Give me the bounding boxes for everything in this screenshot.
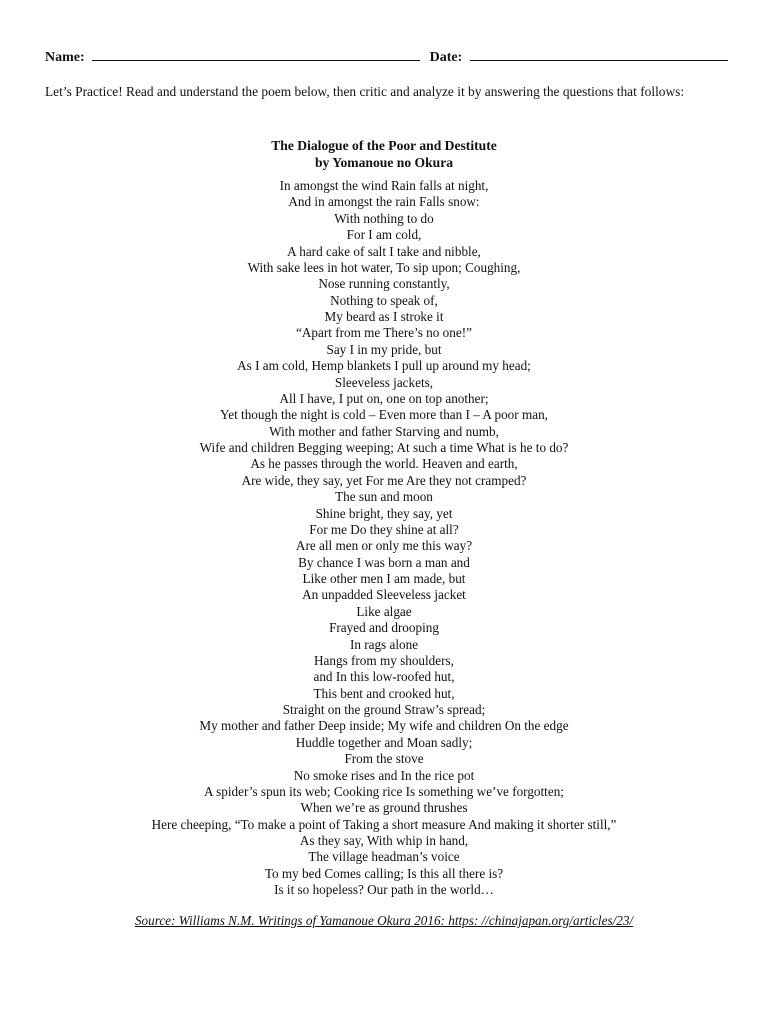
poem-title: The Dialogue of the Poor and Destitute [271, 138, 497, 153]
name-label: Name: [45, 50, 85, 65]
poem-line: From the stove [344, 751, 424, 767]
poem-line: An unpadded Sleeveless jacket [302, 587, 466, 603]
poem-line: Are wide, they say, yet For me Are they not cramped? [241, 472, 527, 488]
poem-line: This bent and crooked hut, [313, 685, 455, 701]
poem-line: And in amongst the rain Falls snow: [288, 194, 480, 210]
poem-line: The sun and moon [335, 489, 433, 505]
poem-line: As I am cold, Hemp blankets I pull up around my head; [237, 358, 531, 374]
poem-line: Shine bright, they say, yet [315, 505, 453, 521]
poem-line: and In this low-roofed hut, [313, 669, 455, 685]
poem-line: To my bed Comes calling; Is this all there is? [264, 865, 504, 881]
poem-line: Hangs from my shoulders, [314, 652, 454, 668]
source-text: Source: Williams N.M. Writings of Yamanoue Okura 2016: https: //chinajapan.org/articles/23/ [134, 913, 634, 928]
source-citation [0, 912, 768, 929]
poem-line: Straight on the ground Straw’s spread; [282, 702, 486, 717]
poem-author: by Yomanoue no Okura [314, 155, 454, 170]
poem-line: In rags alone [349, 636, 419, 652]
poem-line: Nose running constantly, [318, 276, 450, 292]
poem-line: When we’re as ground thrushes [300, 800, 468, 816]
poem-line: Sleeveless jackets, [334, 374, 434, 390]
poem-line: Nothing to speak of, [330, 292, 438, 308]
poem-line: My mother and father Deep inside; My wife and children On the edge [199, 718, 569, 734]
date-field[interactable] [470, 47, 728, 61]
poem-line: For me Do they shine at all? [309, 521, 459, 537]
poem-line: With mother and father Starving and numb, [269, 423, 499, 439]
poem-line: My beard as I stroke it [324, 309, 444, 324]
poem-line: By chance I was born a man and [298, 554, 470, 570]
poem-line: Like algae [356, 603, 412, 619]
poem-body [0, 178, 768, 899]
poem-line: With nothing to do [334, 210, 434, 226]
poem-line: The village headman’s voice [308, 849, 460, 865]
poem-line: With sake lees in hot water, To sip upon; Coughing, [247, 259, 521, 275]
poem-line: Is it so hopeless? Our path in the world… [274, 882, 494, 898]
poem-line: Huddle together and Moan sadly; [295, 734, 473, 750]
poem-line: Yet though the night is cold – Even more than I – A poor man, [220, 407, 548, 423]
header-fields [45, 47, 725, 67]
name-field[interactable] [92, 47, 420, 61]
instructions: Let’s Practice! Read and understand the poem below, then critic and analyze it by answering the questions that follows: [45, 84, 685, 99]
poem-line: Here cheeping, “To make a point of Taking a short measure And making it shorter still,” [151, 816, 617, 832]
poem-line: No smoke rises and In the rice pot [293, 767, 475, 783]
poem-line: A spider’s spun its web; Cooking rice Is something we’ve forgotten; [204, 783, 564, 799]
poem-line: Wife and children Begging weeping; At such a time What is he to do? [199, 440, 569, 455]
poem-line: Like other men I am made, but [302, 571, 466, 586]
poem-line: Are all men or only me this way? [295, 538, 473, 554]
poem-line: For I am cold, [346, 227, 422, 243]
poem-line: A hard cake of salt I take and nibble, [287, 243, 481, 259]
poem-line: Say I in my pride, but [326, 341, 442, 357]
poem-line: Frayed and drooping [329, 620, 439, 636]
poem-line: All I have, I put on, one on top another; [279, 390, 489, 406]
poem-line: As he passes through the world. Heaven and earth, [250, 456, 518, 472]
poem-line: As they say, With whip in hand, [299, 833, 469, 848]
poem-line: In amongst the wind Rain falls at night, [279, 178, 489, 193]
poem-line: “Apart from me There’s no one!” [296, 325, 472, 341]
date-label: Date: [429, 50, 463, 65]
